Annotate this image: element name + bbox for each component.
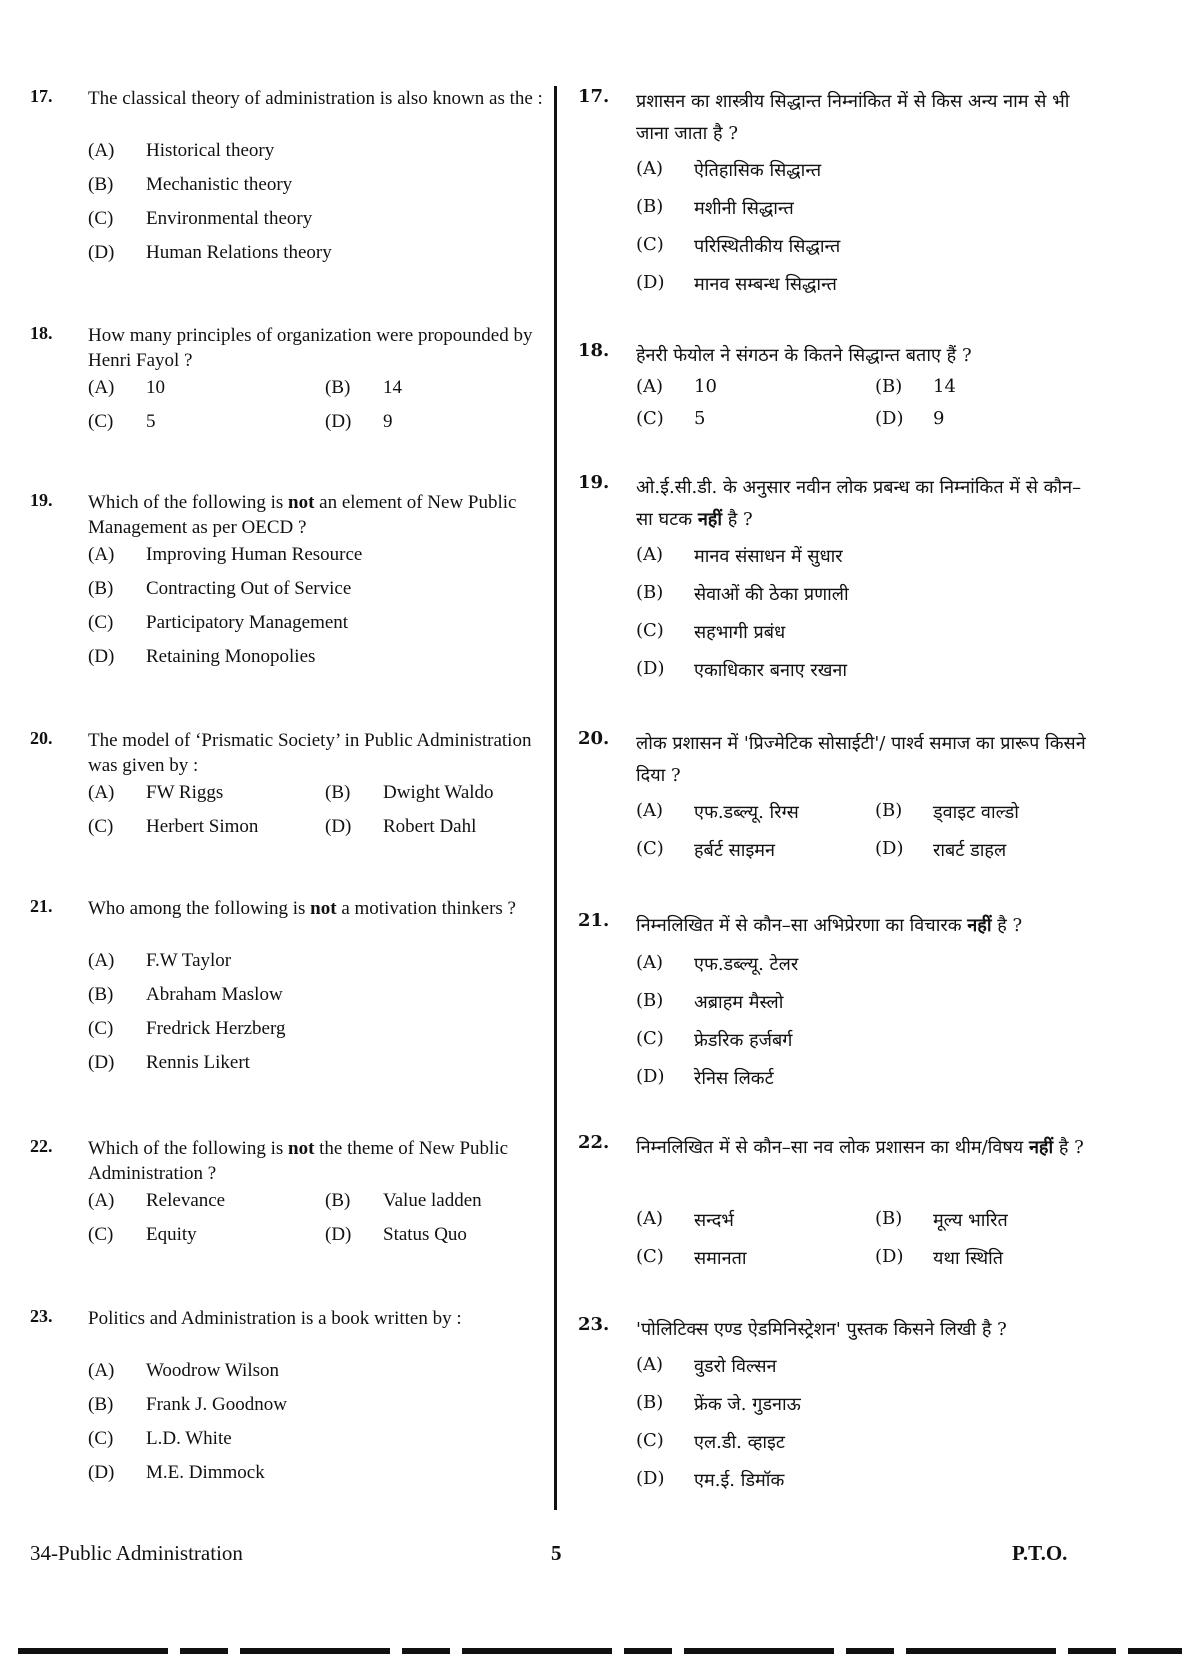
question-text-part: an element of New Public Management as per OECD ? (88, 492, 517, 538)
option-text: 9 (383, 411, 393, 432)
option-text: Human Relations theory (146, 242, 332, 263)
option-text: Retaining Monopolies (146, 646, 316, 667)
question-text: 'पोलिटिक्स एण्ड ऐडमिनिस्ट्रेशन' पुस्तक किसने लिखी है ? (636, 1319, 1007, 1340)
option-text: अब्राहम मैस्लो (694, 992, 784, 1013)
option-text: रेनिस लिकर्ट (694, 1068, 774, 1089)
option-label: (B) (875, 800, 903, 821)
option-label: (B) (636, 1392, 664, 1413)
option-label: (D) (325, 411, 352, 432)
footer-page-number: 5 (551, 1541, 562, 1565)
option-text: समानता (694, 1248, 747, 1269)
question-number: 23. (30, 1306, 53, 1326)
option-text: L.D. White (146, 1428, 232, 1449)
option-text: Improving Human Resource (146, 544, 363, 565)
option-text: Fredrick Herzberg (146, 1018, 286, 1039)
question-text: The classical theory of administration is also known as the : (88, 88, 543, 109)
option-label: (C) (88, 1224, 114, 1245)
option-text: फ्रेडरिक हर्जबर्ग (694, 1030, 793, 1051)
question-number: 21. (578, 910, 610, 931)
option-label: (D) (88, 242, 115, 263)
option-label: (B) (88, 578, 114, 599)
question-number: 21. (30, 896, 53, 916)
option-text: Herbert Simon (146, 816, 259, 837)
option-label: (B) (88, 174, 114, 195)
option-label: (C) (636, 234, 664, 255)
option-text: मानव संसाधन में सुधार (694, 546, 843, 567)
question-number: 17. (30, 86, 53, 106)
option-label: (A) (636, 800, 664, 821)
option-text: राबर्ट डाहल (933, 840, 1007, 861)
option-text: मूल्य भारित (933, 1210, 1008, 1231)
question-number: 19. (578, 472, 610, 493)
option-text: Dwight Waldo (383, 782, 494, 803)
question-text (88, 896, 545, 921)
option-text: Mechanistic theory (146, 174, 293, 195)
option-label: (A) (636, 544, 664, 565)
question-number: 23. (578, 1314, 610, 1335)
question-number: 20. (30, 728, 53, 748)
option-label: (D) (636, 1468, 665, 1489)
question-number: 17. (578, 86, 610, 107)
option-text: Relevance (146, 1190, 226, 1211)
option-text: Participatory Management (146, 612, 349, 633)
question-text-part: है ? (1053, 1137, 1084, 1158)
bottom-rule (18, 1648, 1182, 1654)
question-text-part: है ? (991, 915, 1023, 936)
option-label: (C) (88, 208, 114, 229)
question-text: How many principles of organization were propounded by Henri Fayol ? (88, 325, 533, 371)
column-divider (554, 86, 557, 1510)
option-label: (D) (875, 1246, 904, 1267)
option-text: सहभागी प्रबंध (694, 622, 786, 643)
option-label: (A) (636, 1354, 664, 1375)
question-number: 22. (578, 1132, 610, 1153)
question-text-part: ओ.ई.सी.डी. के अनुसार नवीन लोक प्रबन्ध का निम्नांकित में से कौन–सा घटक (636, 477, 1082, 530)
option-text: मानव सम्बन्ध सिद्धान्त (694, 274, 837, 295)
option-label: (C) (636, 1430, 664, 1451)
option-label: (D) (325, 816, 352, 837)
option-text: Equity (146, 1224, 197, 1245)
question-text: हेनरी फेयोल ने संगठन के कितने सिद्धान्त बताए हैं ? (636, 345, 972, 366)
option-text: Environmental theory (146, 208, 313, 229)
option-label: (A) (88, 1190, 115, 1211)
option-text: एल.डी. व्हाइट (694, 1432, 785, 1453)
option-text: Value ladden (383, 1190, 482, 1211)
option-text: F.W Taylor (146, 950, 232, 971)
option-text: एम.ई. डिमॉक (694, 1470, 785, 1491)
question-text: लोक प्रशासन में 'प्रिज्मेटिक सोसाईटी'/ पार्श्व समाज का प्रारूप किसने दिया ? (636, 733, 1086, 786)
question-text: प्रशासन का शास्त्रीय सिद्धान्त निम्नांकित में से किस अन्य नाम से भी जाना जाता है ? (636, 91, 1070, 144)
question-text (636, 472, 1090, 536)
option-text: फ्रेंक जे. गुडनाऊ (694, 1394, 801, 1415)
option-label: (B) (636, 990, 664, 1011)
option-text: सेवाओं की ठेका प्रणाली (694, 584, 849, 605)
option-text: एफ.डब्ल्यू. टेलर (694, 954, 799, 975)
option-label: (C) (636, 838, 664, 859)
option-text: Woodrow Wilson (146, 1360, 279, 1381)
option-text: Status Quo (383, 1224, 467, 1245)
option-label: (D) (88, 1052, 115, 1073)
option-label: (D) (636, 658, 665, 679)
option-label: (D) (325, 1224, 352, 1245)
question-number: 18. (30, 323, 53, 343)
option-label: (A) (88, 1360, 115, 1381)
footer-subject: 34-Public Administration (30, 1541, 243, 1565)
question-text-emphasis: not (288, 1138, 315, 1159)
option-text: 10 (146, 377, 165, 398)
question-text-emphasis: not (310, 898, 337, 919)
option-label: (C) (636, 1246, 664, 1267)
option-text: यथा स्थिति (933, 1248, 1004, 1269)
question-text (636, 910, 1090, 942)
option-label: (B) (88, 1394, 114, 1415)
option-label: (C) (636, 408, 664, 429)
option-label: (B) (875, 1208, 903, 1229)
option-label: (D) (636, 1066, 665, 1087)
option-label: (C) (88, 612, 114, 633)
option-text: 5 (146, 411, 156, 432)
option-text: Abraham Maslow (146, 984, 283, 1005)
option-label: (A) (636, 952, 664, 973)
option-text: 14 (933, 376, 956, 397)
option-text: एकाधिकार बनाए रखना (694, 660, 848, 681)
option-text: हर्बर्ट साइमन (694, 840, 776, 861)
option-text: वुडरो विल्सन (694, 1356, 777, 1377)
option-text: 14 (383, 377, 402, 398)
option-label: (C) (88, 1428, 114, 1449)
question-text-emphasis: नहीं (1028, 1137, 1054, 1158)
question-text-emphasis: नहीं (967, 915, 992, 936)
question-text-part: निम्नलिखित में से कौन–सा नव लोक प्रशासन का थीम/विषय (636, 1137, 1029, 1158)
option-label: (A) (636, 376, 664, 397)
question-number: 20. (578, 728, 610, 749)
question-text-part: Who among the following is (88, 898, 311, 919)
option-text: 10 (694, 376, 717, 397)
question-number: 19. (30, 490, 53, 510)
question-text (88, 1136, 545, 1186)
question-text-part: the theme of New Public Administration ? (88, 1138, 509, 1184)
option-label: (A) (88, 782, 115, 803)
question-text-part: है ? (722, 509, 753, 530)
option-label: (C) (88, 1018, 114, 1039)
option-label: (A) (88, 544, 115, 565)
option-text: 9 (933, 408, 945, 429)
question-text-emphasis: not (288, 492, 315, 513)
option-text: एफ.डब्ल्यू. रिग्स (694, 802, 799, 823)
question-text: Politics and Administration is a book written by : (88, 1308, 462, 1329)
option-label: (B) (325, 377, 351, 398)
question-text (636, 1132, 1090, 1164)
option-label: (C) (88, 816, 114, 837)
option-text: Frank J. Goodnow (146, 1394, 287, 1415)
option-text: Contracting Out of Service (146, 578, 352, 599)
option-text: M.E. Dimmock (146, 1462, 265, 1483)
option-label: (B) (636, 196, 664, 217)
option-label: (D) (875, 838, 904, 859)
option-label: (B) (875, 376, 903, 397)
option-text: परिस्थितीकीय सिद्धान्त (694, 236, 841, 257)
question-text-emphasis: नहीं (697, 509, 723, 530)
question-text-part: निम्नलिखित में से कौन–सा अभिप्रेरणा का विचारक (636, 915, 968, 936)
option-label: (A) (636, 1208, 664, 1229)
option-label: (A) (88, 950, 115, 971)
option-label: (D) (636, 272, 665, 293)
option-label: (A) (636, 158, 664, 179)
option-text: 5 (694, 408, 706, 429)
option-label: (A) (88, 377, 115, 398)
question-text: The model of ‘Prismatic Society’ in Public Administration was given by : (88, 730, 532, 776)
option-text: Historical theory (146, 140, 275, 161)
option-label: (D) (88, 646, 115, 667)
option-label: (B) (325, 782, 351, 803)
option-text: Robert Dahl (383, 816, 477, 837)
question-text-part: Which of the following is (88, 492, 288, 513)
option-label: (C) (88, 411, 114, 432)
option-text: मशीनी सिद्धान्त (694, 198, 794, 219)
question-text-part: a motivation thinkers ? (336, 898, 516, 919)
option-label: (C) (636, 1028, 664, 1049)
question-number: 22. (30, 1136, 53, 1156)
footer-pto: P.T.O. (1012, 1541, 1068, 1565)
question-text-part: Which of the following is (88, 1138, 288, 1159)
option-text: सन्दर्भ (694, 1210, 734, 1231)
option-label: (B) (636, 582, 664, 603)
option-text: FW Riggs (146, 782, 224, 803)
option-label: (D) (875, 408, 904, 429)
option-text: ड्वाइट वाल्डो (933, 802, 1019, 823)
option-label: (D) (88, 1462, 115, 1483)
option-label: (B) (325, 1190, 351, 1211)
option-label: (C) (636, 620, 664, 641)
option-text: Rennis Likert (146, 1052, 250, 1073)
question-text (88, 490, 545, 540)
option-text: ऐतिहासिक सिद्धान्त (694, 160, 822, 181)
option-label: (B) (88, 984, 114, 1005)
option-label: (A) (88, 140, 115, 161)
question-number: 18. (578, 340, 610, 361)
